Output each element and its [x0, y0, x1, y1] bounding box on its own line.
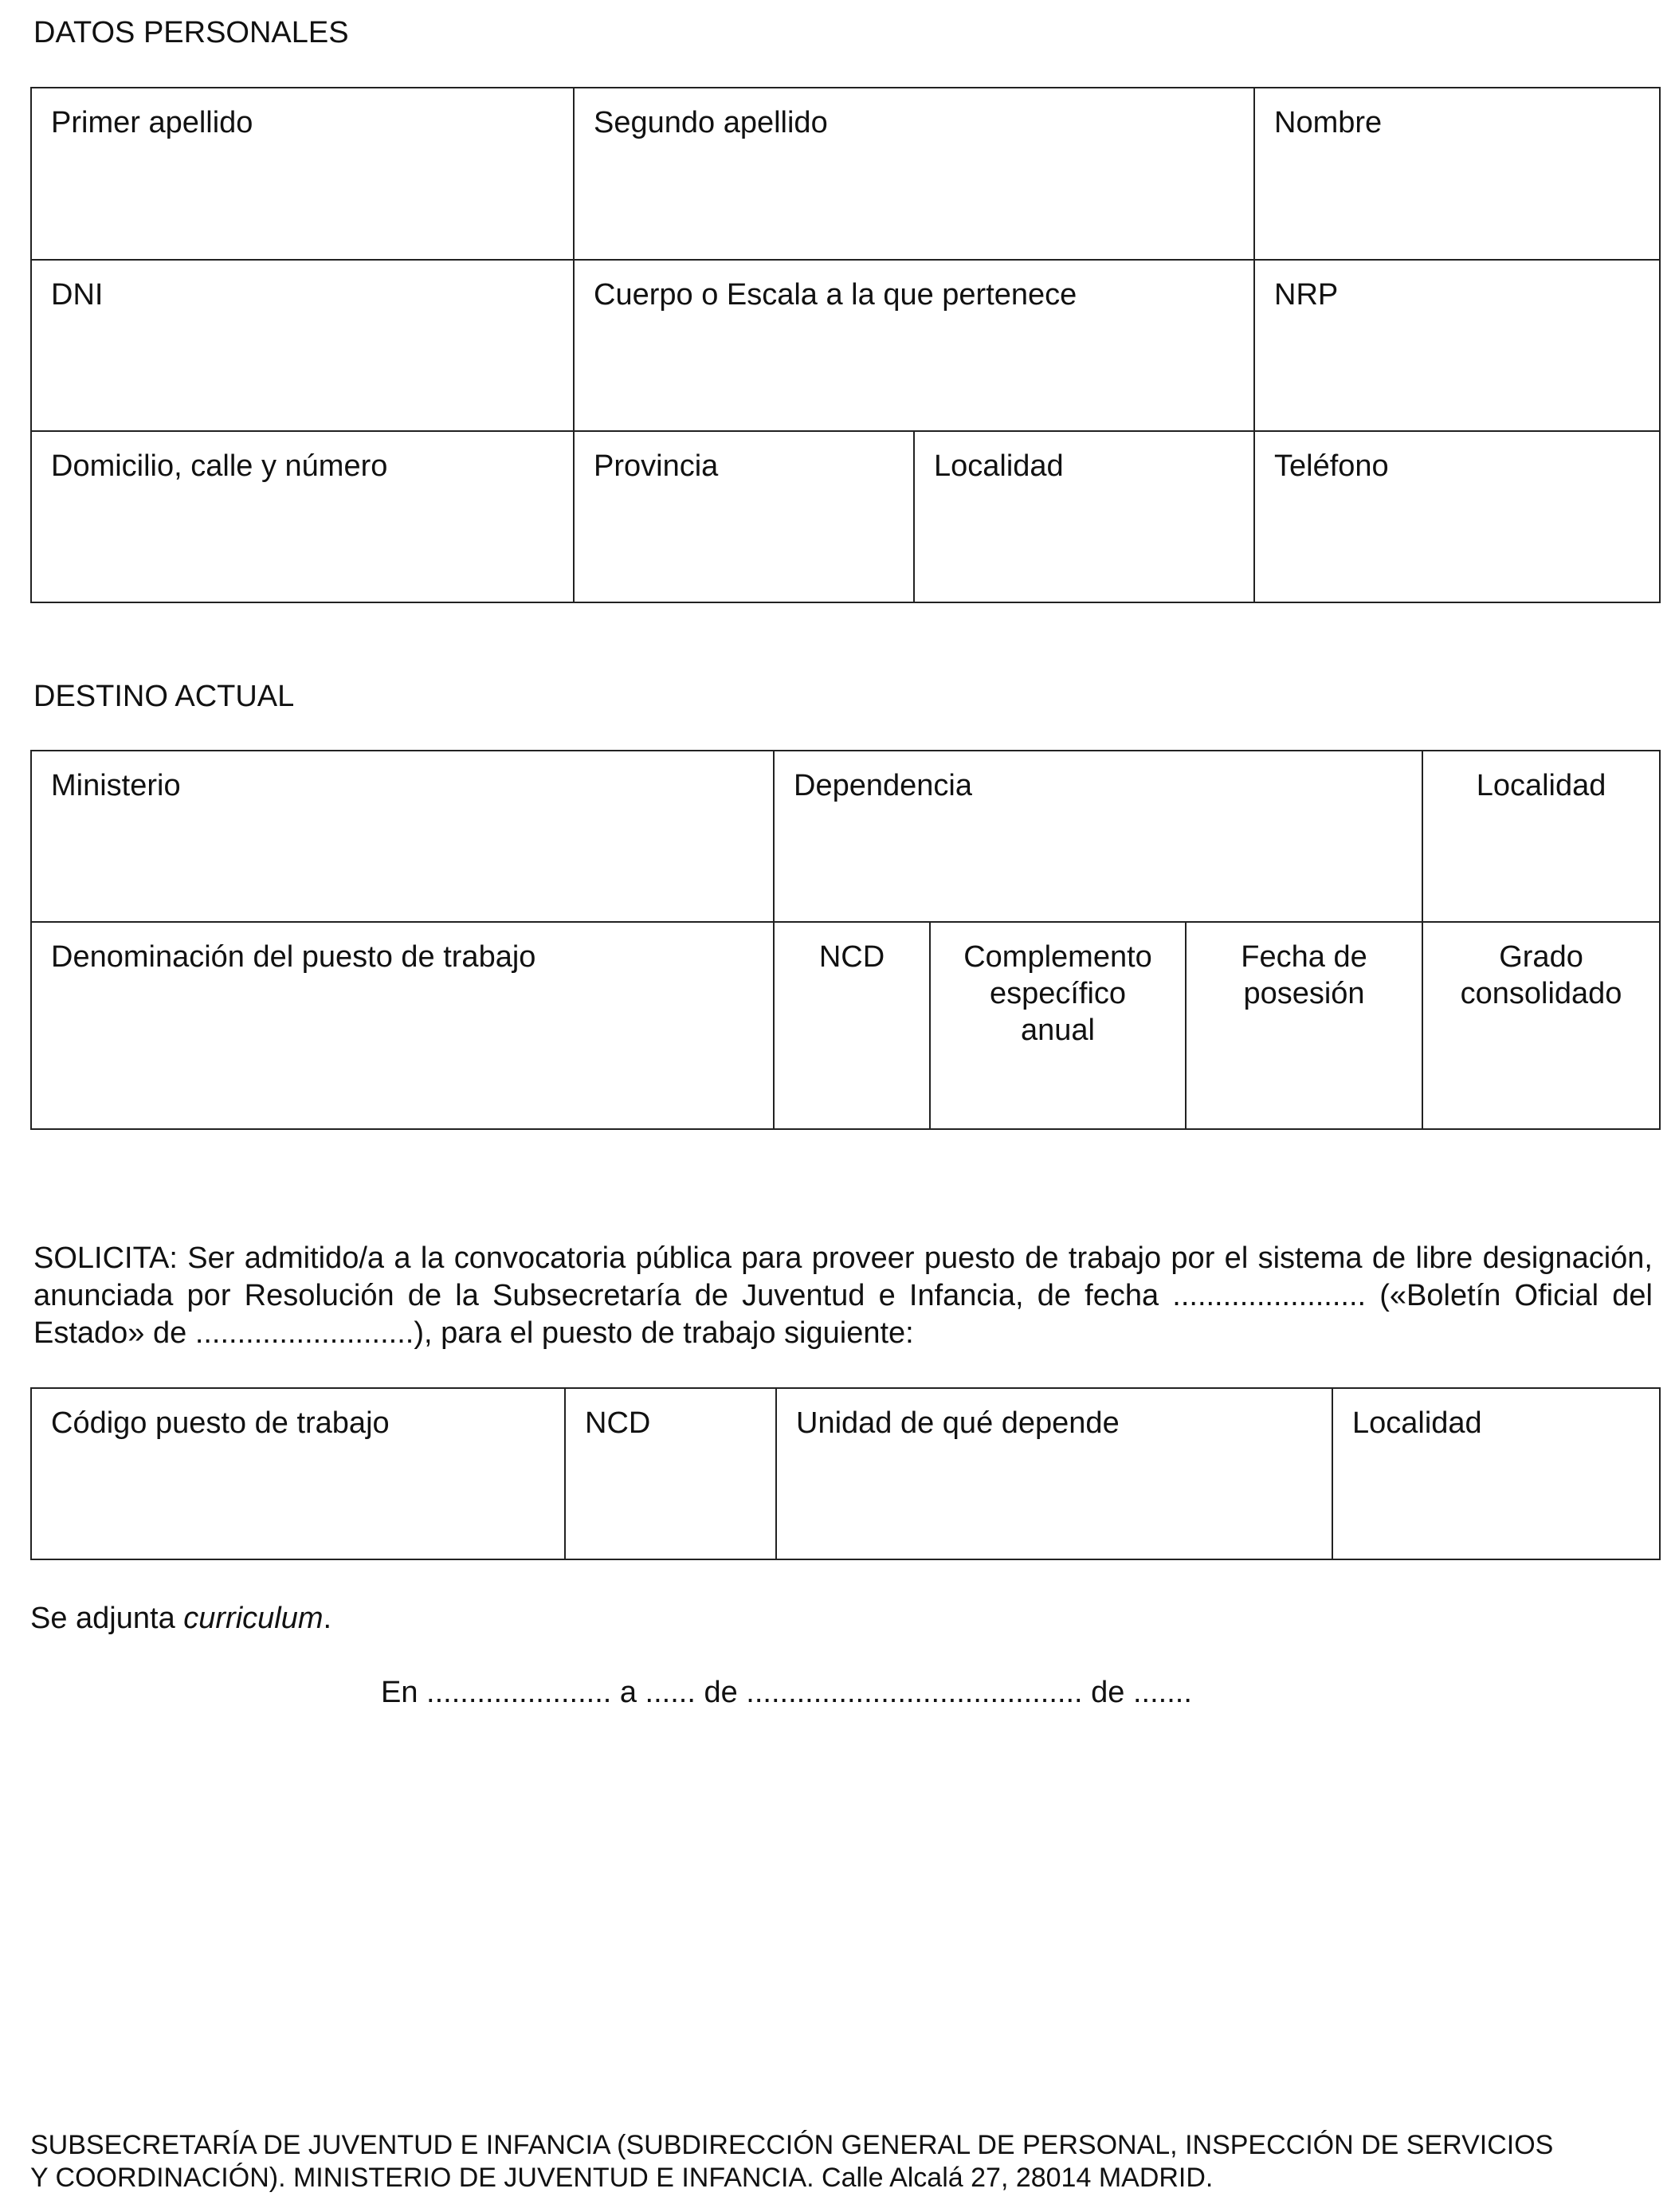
- datos-personales-table: [30, 87, 1661, 603]
- fecha-posesion-line-1: Fecha de: [1241, 940, 1367, 974]
- solicita-paragraph: SOLICITA: Ser admitido/a a la convocatoria pública para proveer puesto de trabajo por el sistema de libre designación, anunciada por Resolución de la Subsecretaría de Juventud e Infancia, de fecha ....................... («Boletín Oficial del Estado» de ..........................), para el puesto de trabajo siguiente:: [33, 1241, 1653, 1350]
- localidad-destino-field[interactable]: Localidad: [1422, 751, 1660, 922]
- adjunta-curriculum: [30, 1603, 331, 1634]
- domicilio-field[interactable]: Domicilio, calle y número: [31, 431, 574, 602]
- dependencia-field[interactable]: Dependencia: [774, 751, 1422, 922]
- codigo-puesto-field[interactable]: Código puesto de trabajo: [31, 1388, 565, 1559]
- destino-actual-heading: DESTINO ACTUAL: [33, 680, 295, 713]
- ncd-solicitado-field[interactable]: NCD: [565, 1388, 776, 1559]
- complemento-line-3: anual: [1021, 1014, 1095, 1047]
- footer-line-2: Y COORDINACIÓN). MINISTERIO DE JUVENTUD E INFANCIA. Calle Alcalá 27, 28014 MADRID.: [30, 2163, 1214, 2193]
- adjunta-suffix: .: [323, 1602, 332, 1635]
- grado-consolidado-field[interactable]: [1422, 922, 1660, 1129]
- cuerpo-escala-field[interactable]: Cuerpo o Escala a la que pertenece: [574, 260, 1254, 431]
- complemento-line-1: Complemento: [963, 940, 1152, 974]
- datos-personales-heading: DATOS PERSONALES: [33, 16, 349, 49]
- complemento-especifico-field[interactable]: [930, 922, 1186, 1129]
- fecha-posesion-line-2: posesión: [1243, 977, 1365, 1010]
- footer-address: [30, 2129, 1648, 2194]
- localidad-solicitado-field[interactable]: Localidad: [1332, 1388, 1660, 1559]
- dni-field[interactable]: DNI: [31, 260, 574, 431]
- footer-line-1: SUBSECRETARÍA DE JUVENTUD E INFANCIA (SUBDIRECCIÓN GENERAL DE PERSONAL, INSPECCIÓN DE SERVICIOS: [30, 2130, 1554, 2160]
- complemento-line-2: específico: [989, 977, 1127, 1010]
- ncd-destino-field[interactable]: NCD: [774, 922, 930, 1129]
- segundo-apellido-field[interactable]: Segundo apellido: [574, 88, 1254, 260]
- nombre-field[interactable]: Nombre: [1254, 88, 1660, 260]
- telefono-field[interactable]: Teléfono: [1254, 431, 1660, 602]
- adjunta-prefix: Se adjunta: [30, 1602, 184, 1635]
- localidad-field[interactable]: Localidad: [914, 431, 1254, 602]
- ministerio-field[interactable]: Ministerio: [31, 751, 774, 922]
- adjunta-italic: curriculum: [183, 1602, 324, 1635]
- unidad-depende-field[interactable]: Unidad de qué depende: [776, 1388, 1332, 1559]
- nrp-field[interactable]: NRP: [1254, 260, 1660, 431]
- puesto-solicitado-table: [30, 1387, 1661, 1560]
- grado-line-2: consolidado: [1460, 977, 1622, 1010]
- provincia-field[interactable]: Provincia: [574, 431, 914, 602]
- grado-line-1: Grado: [1499, 940, 1583, 974]
- destino-actual-table: [30, 750, 1661, 1130]
- fecha-lugar-line[interactable]: En ...................... a ...... de ........................................ de .......: [381, 1676, 1192, 1709]
- primer-apellido-field[interactable]: Primer apellido: [31, 88, 574, 260]
- denominacion-field[interactable]: Denominación del puesto de trabajo: [31, 922, 774, 1129]
- fecha-posesion-field[interactable]: [1186, 922, 1422, 1129]
